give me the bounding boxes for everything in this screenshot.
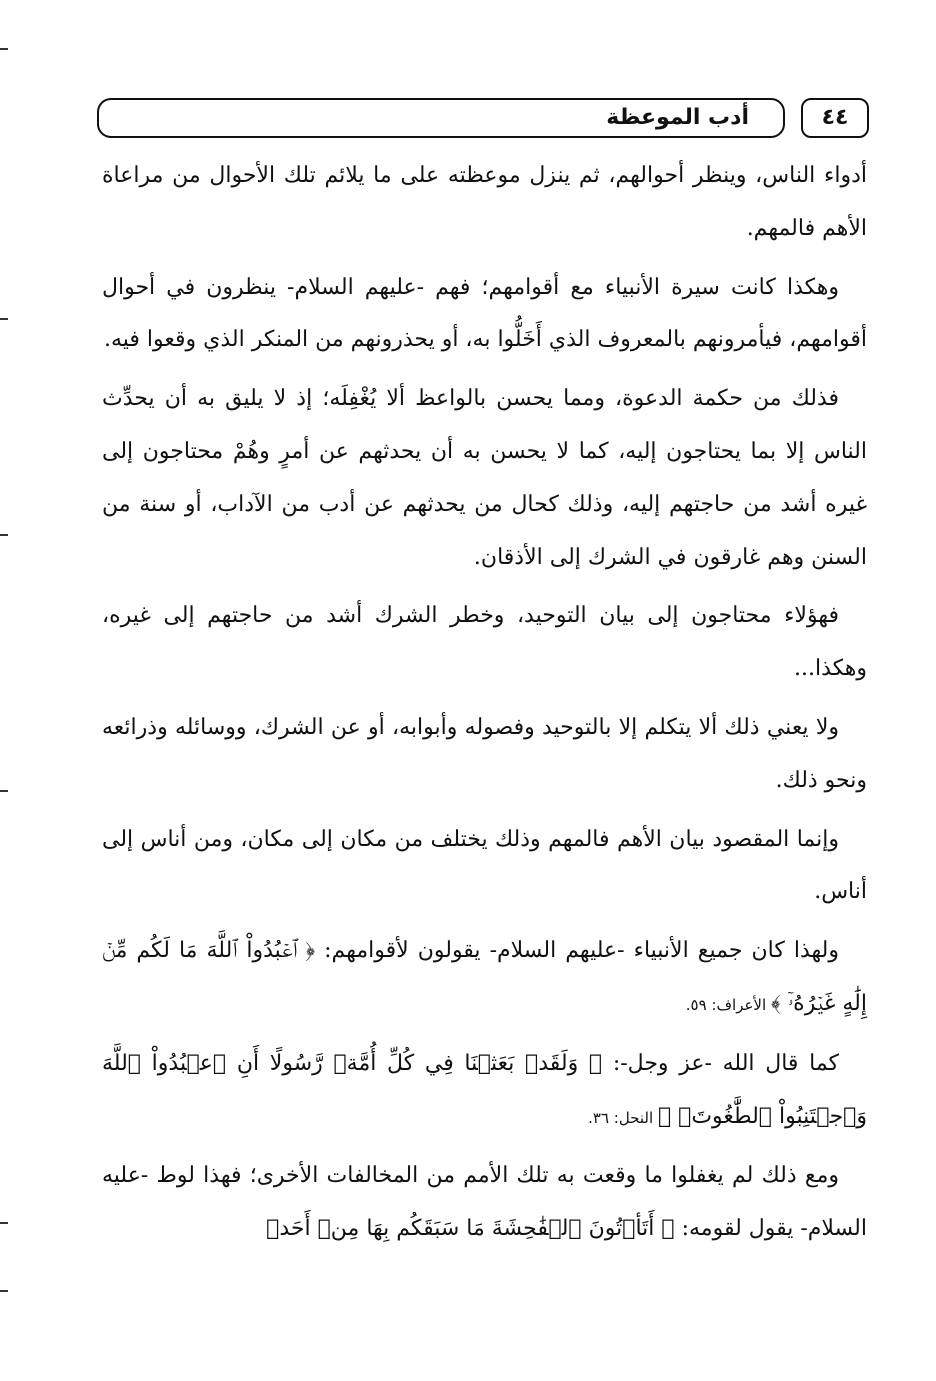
quran-verse-araf: ﴿ ٱعۡبُدُواْ ٱللَّهَ مَا لَكُم مِّنۡ إِلَٰهٍ غَيۡرُهُۥٓ ﴾ [102,938,867,1016]
paragraph-2: وهكذا كانت سيرة الأنبياء مع أقوامهم؛ فهم -عليهم السلام- ينظرون في أحوال أقوامهم، فيأمرونهم بالمعروف الذي أَخَلُّوا به، أو يحذرونهم من المنكر الذي وقعوا فيه. [102,274,867,353]
verse-reference-nahl: النحل: ٣٦. [588,1108,658,1127]
paragraph-9 [102,1150,867,1256]
paragraph-5: ولا يعني ذلك ألا يتكلم إلا بالتوحيد وفصوله وأبوابه، أو عن الشرك، ووسائله وذرائعه ونحو ذلك. [102,714,867,793]
page-body [102,150,867,1262]
scan-margin-mark [0,1222,8,1224]
scan-margin-mark [0,790,8,792]
quran-verse-nahl: ﴿ وَلَقَدۡ بَعَثۡنَا فِي كُلِّ أُمَّةٖ رَّسُولًا أَنِ ٱعۡبُدُواْ ٱللَّهَ وَٱجۡتَنِبُواْ ٱلطَّٰغُوتَۖ ﴾ [102,1050,867,1129]
page-number: ٤٤ [821,105,849,130]
paragraph-8 [102,1038,867,1145]
scan-margin-mark [0,318,8,320]
paragraph-6: وإنما المقصود بيان الأهم فالمهم وذلك يختلف من مكان إلى مكان، ومن أناس إلى أناس. [102,826,867,905]
paragraph-3: فذلك من حكمة الدعوة، ومما يحسن بالواعظ ألا يُغْفِلَه؛ إذ لا يليق به أن يحدِّث الناس إلا بما يحتاجون إليه، كما لا يحسن به أن يحدثهم عن أمرٍ وهُمْ محتاجون إلى غيره أشد من حاجتهم إليه، وذلك كحال من يحدثهم عن أدب من الآداب، أو سنة من السنن وهم غارقون في الشرك إلى الأذقان. [102,386,867,570]
running-title-box [97,98,785,138]
paragraph-4: فهؤلاء محتاجون إلى بيان التوحيد، وخطر الشرك أشد من حاجتهم إلى غيره، وهكذا... [102,603,867,682]
running-header [97,98,869,144]
paragraph-8-text: كما قال الله -عز وجل-: [602,1050,840,1076]
paragraph-7-text: ولهذا كان جميع الأنبياء -عليهم السلام- يقولون لأقوامهم: [315,938,839,964]
quran-verse-aaraf-lut: ﴿ أَتَأۡتُونَ ٱلۡفَٰحِشَةَ مَا سَبَقَكُم بِهَا مِنۡ أَحَدٖ [266,1216,675,1242]
paragraph-9-text: ومع ذلك لم يغفلوا ما وقعت به تلك الأمم من المخالفات الأخرى؛ فهذا لوط -عليه السلام- يقول لقومه: [102,1163,867,1242]
running-title: أدب الموعظة [606,105,749,130]
scan-margin-mark [0,1290,8,1292]
scan-margin-mark [0,48,8,50]
verse-reference-araf: الأعراف: ٥٩. [685,995,771,1014]
page-number-box [801,98,869,138]
paragraph-7 [102,925,867,1032]
paragraph-1: أدواء الناس، وينظر أحوالهم، ثم ينزل موعظته على ما يلائم تلك الأحوال من مراعاة الأهم فالمهم. [102,163,867,241]
scan-margin-mark [0,534,8,536]
